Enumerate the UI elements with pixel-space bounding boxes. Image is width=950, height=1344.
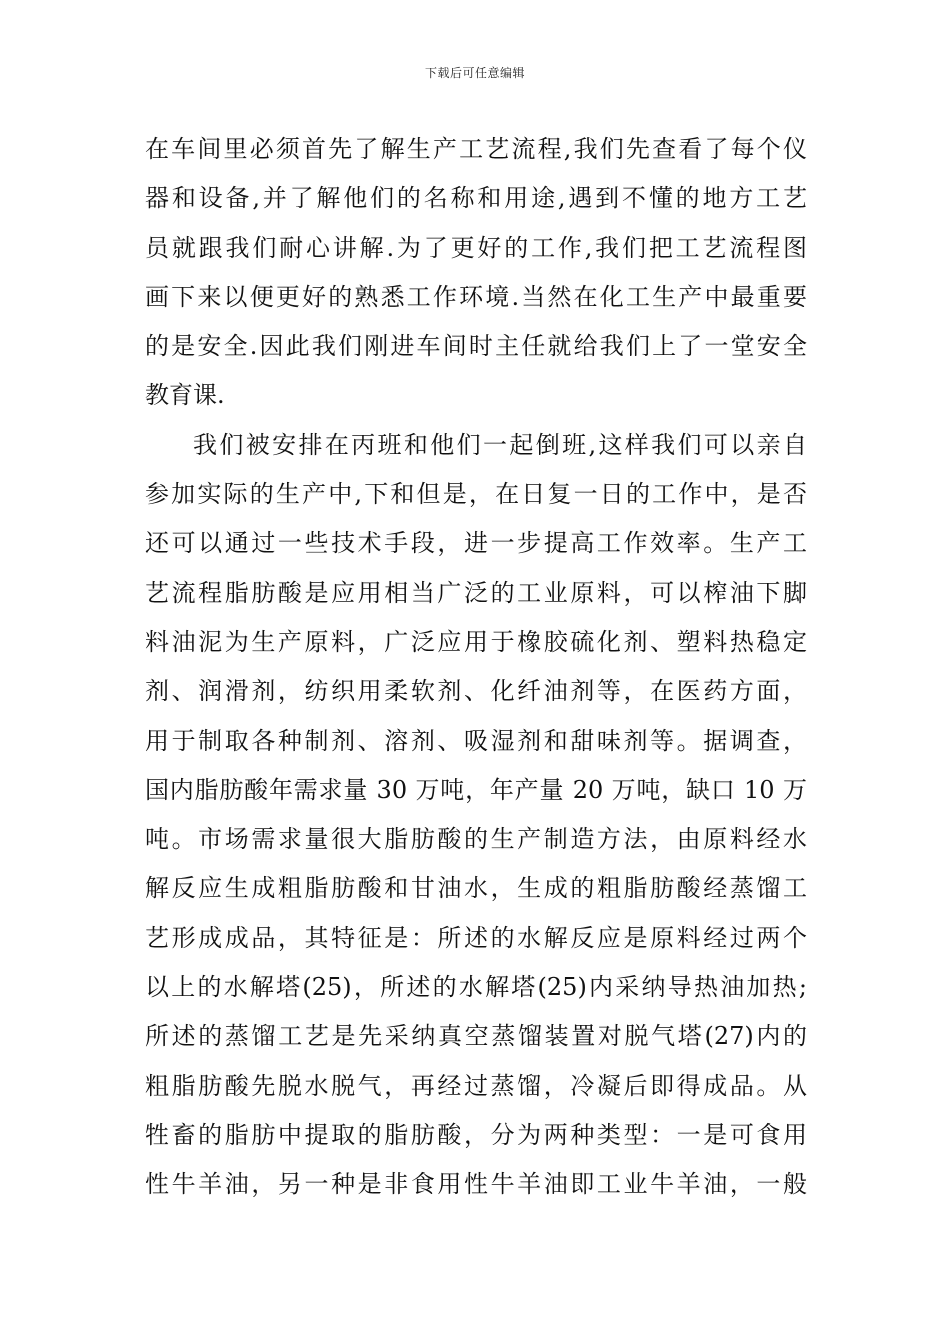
- body-text: [145, 125, 807, 1210]
- paragraph-2: [145, 421, 807, 1210]
- text-line: 牲畜的脂肪中提取的脂肪酸，分为两种类型：一是可食用: [145, 1120, 807, 1149]
- text-line: 艺流程脂肪酸是应用相当广泛的工业原料，可以榨油下脚: [145, 578, 807, 607]
- text-line: 的是安全.因此我们刚进车间时主任就给我们上了一堂安全: [145, 332, 807, 361]
- text-line: 员就跟我们耐心讲解.为了更好的工作,我们把工艺流程图: [145, 233, 807, 262]
- text-line: 吨。市场需求量很大脂肪酸的生产制造方法，由原料经水: [145, 825, 807, 854]
- text-line: 我们被安排在丙班和他们一起倒班,这样我们可以亲自: [193, 430, 807, 459]
- text-line: 用于制取各种制剂、溶剂、吸湿剂和甜味剂等。据调查，: [145, 726, 807, 755]
- text-line: 参加实际的生产中,下和但是，在日复一日的工作中，是否: [145, 480, 807, 509]
- text-line: 器和设备,并了解他们的名称和用途,遇到不懂的地方工艺: [145, 184, 807, 213]
- text-line: 粗脂肪酸先脱水脱气，再经过蒸馏，冷凝后即得成品。从: [145, 1071, 807, 1100]
- text-line: 剂、润滑剂，纺织用柔软剂、化纤油剂等，在医药方面，: [145, 677, 807, 706]
- text-line: 所述的蒸馏工艺是先采纳真空蒸馏装置对脱气塔(27)内的: [145, 1022, 807, 1051]
- text-line: 还可以通过一些技术手段，进一步提高工作效率。生产工: [145, 529, 807, 558]
- text-line: 教育课.: [145, 381, 225, 410]
- text-line: 解反应生成粗脂肪酸和甘油水，生成的粗脂肪酸经蒸馏工: [145, 874, 807, 903]
- text-line: 料油泥为生产原料，广泛应用于橡胶硫化剂、塑料热稳定: [145, 627, 807, 656]
- text-line: 画下来以便更好的熟悉工作环境.当然在化工生产中最重要: [145, 282, 807, 311]
- text-line: 国内脂肪酸年需求量 30 万吨，年产量 20 万吨，缺口 10 万: [145, 775, 807, 804]
- text-line: 在车间里必须首先了解生产工艺流程,我们先查看了每个仪: [145, 135, 807, 163]
- text-line: 以上的水解塔(25)，所述的水解塔(25)内采纳导热油加热;: [145, 973, 807, 1002]
- paragraph-1: [145, 125, 807, 421]
- text-line: 艺形成成品，其特征是：所述的水解反应是原料经过两个: [145, 923, 807, 952]
- page-header: 下载后可任意编辑: [424, 66, 525, 80]
- text-line: 性牛羊油，另一种是非食用性牛羊油即工业牛羊油，一般: [145, 1170, 807, 1199]
